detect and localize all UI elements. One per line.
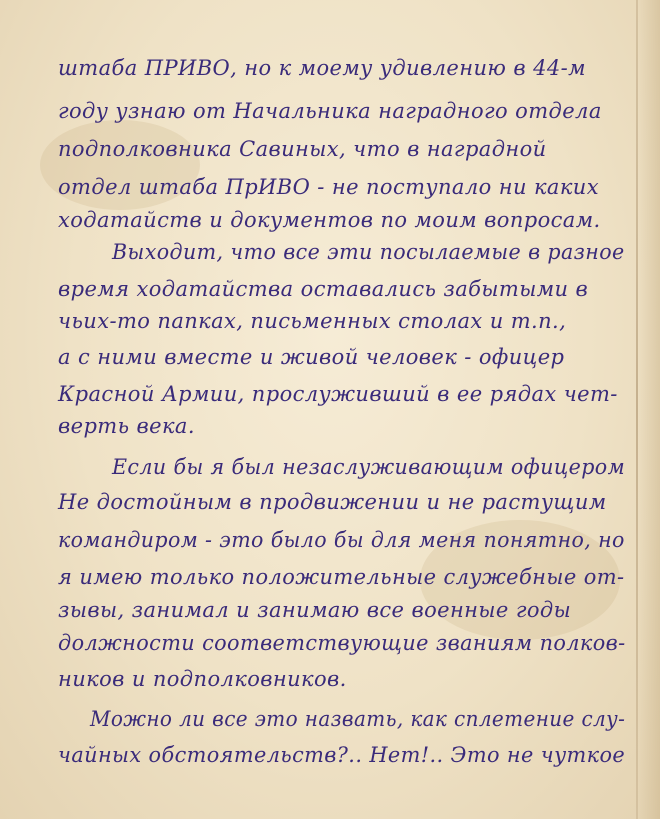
text-line: зывы, занимал и занимаю все военные годы (58, 598, 572, 622)
text-line: отдел штаба ПрИВО - не поступало ни каких (58, 175, 599, 199)
text-line: ников и подполковников. (58, 667, 347, 691)
page-edge (638, 0, 660, 819)
text-line: году узнаю от Начальника наградного отдела (58, 99, 602, 123)
text-line: ходатайств и документов по моим вопросам. (58, 208, 601, 232)
page-fold-crease (636, 0, 638, 819)
text-line: а с ними вместе и живой человек - офицер (58, 345, 565, 369)
text-line: подполковника Савиных, что в наградной (58, 137, 547, 161)
text-line: время ходатайства оставались забытыми в (58, 277, 589, 301)
text-line: штаба ПРИВО, но к моему удивлению в 44-м (58, 56, 586, 80)
text-line: Не достойным в продвижении и не растущим (58, 490, 607, 514)
text-line: чайных обстоятельств?.. Нет!.. Это не чуткое (58, 743, 626, 767)
text-line: верть века. (58, 414, 195, 438)
text-line: Выходит, что все эти посылаемые в разное (112, 240, 625, 264)
text-line: чьих-то папках, письменных столах и т.п., (58, 309, 567, 333)
text-line: Красной Армии, прослуживший в ее рядах чет- (58, 382, 618, 406)
text-line: Можно ли все это назвать, как сплетение слу- (90, 707, 626, 731)
text-line: должности соответствующие званиям полков- (58, 631, 626, 655)
text-line: командиром - это было бы для меня понятно, но (58, 528, 625, 552)
text-line: Если бы я был незаслуживающим офицером (112, 455, 626, 479)
text-line: я имею только положительные служебные от- (58, 565, 625, 589)
